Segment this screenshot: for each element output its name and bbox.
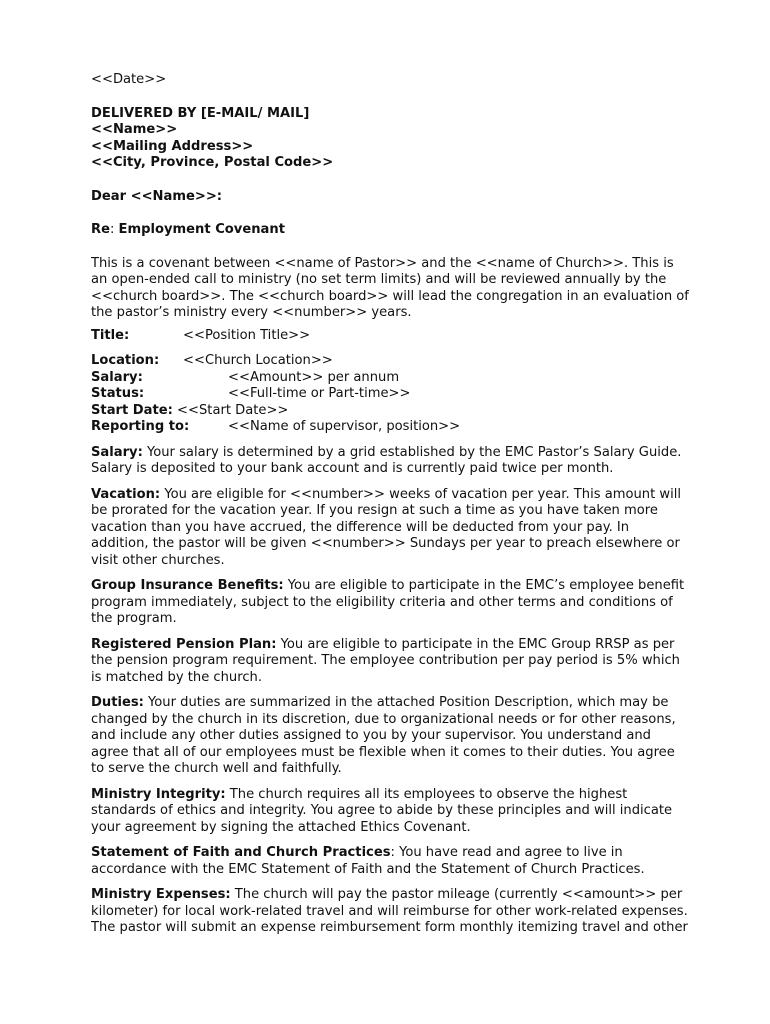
salary-label: Salary: — [91, 369, 143, 385]
section-heading: Registered Pension Plan: — [91, 636, 277, 652]
duties-section — [91, 695, 731, 778]
title-label: Title: — [91, 327, 130, 343]
letter-body — [91, 72, 731, 937]
section-text: agree that all of our employees must be flexible when it comes to their duties. You agree — [91, 744, 675, 760]
re-colon: : — [109, 222, 119, 237]
pension-plan-section — [91, 637, 731, 687]
section-text: your agreement by signing the attached Ethics Covenant. — [91, 819, 471, 835]
section-heading: Group Insurance Benefits: — [91, 578, 284, 593]
reporting-value: <<Name of supervisor, position>> — [228, 419, 461, 434]
section-text: the pension program requirement. The employee contribution per pay period is 5% which — [91, 653, 680, 668]
address-block — [91, 106, 731, 172]
intro-line: <<church board>>. The <<church board>> will lead the congregation in an evaluation of — [91, 288, 689, 304]
section-text: Your duties are summarized in the attached Position Description, which may be — [143, 695, 669, 710]
section-heading: Duties: — [91, 695, 144, 710]
section-text: addition, the pastor will be given <<number>> Sundays per year to preach elsewhere or — [91, 536, 680, 551]
recipient-name: <<Name>> — [91, 122, 178, 137]
section-text: You are eligible for <<number>> weeks of vacation per year. This amount will — [160, 486, 682, 502]
salary-value: <<Amount>> per annum — [228, 369, 400, 385]
start-date-row — [91, 403, 731, 420]
section-text: Salary is deposited to your bank account and is currently paid twice per month. — [91, 461, 614, 476]
location-row — [91, 353, 731, 370]
section-text: to serve the church well and faithfully. — [91, 761, 342, 776]
location-value: <<Church Location>> — [183, 353, 333, 368]
section-heading: Vacation: — [91, 486, 161, 502]
section-text: and include any other duties assigned to you by your supervisor. You understand and — [91, 728, 651, 743]
section-heading: Salary: — [91, 444, 143, 460]
reporting-label: Reporting to: — [91, 419, 190, 434]
section-text: You are eligible to participate in the EMC’s employee benefit — [283, 578, 685, 593]
title-value: <<Position Title>> — [183, 327, 311, 343]
reporting-row — [91, 419, 731, 436]
section-text: accordance with the EMC Statement of Faith and the Statement of Church Practices. — [91, 861, 645, 877]
date-line: <<Date>> — [91, 72, 167, 87]
section-text: be prorated for the vacation year. If you resign at such a time as you have taken more — [91, 503, 658, 518]
section-text: the program. — [91, 611, 177, 626]
re-subject: Employment Covenant — [118, 222, 285, 237]
section-text: vacation than you have accrued, the difference will be deducted from your pay. In — [91, 519, 630, 535]
recipient-city-line: <<City, Province, Postal Code>> — [91, 155, 334, 170]
salutation: Dear <<Name>>: — [91, 188, 223, 204]
re-line — [91, 222, 731, 239]
start-date-value: <<Start Date>> — [172, 402, 289, 418]
section-text: program immediately, subject to the eligibility criteria and other terms and conditions of — [91, 594, 673, 610]
salary-row — [91, 370, 731, 387]
section-text: kilometer) for local work-related travel and will reimburse for other work-related expenses. — [91, 903, 688, 919]
status-row — [91, 386, 731, 403]
section-text: Your salary is determined by a grid established by the EMC Pastor’s Salary Guide. — [142, 444, 682, 460]
section-text: visit other churches. — [91, 552, 225, 568]
details-block — [91, 353, 731, 436]
section-text: : You have read and agree to live in — [390, 845, 623, 860]
section-text: The pastor will submit an expense reimbursement form monthly itemizing travel and other — [91, 920, 688, 935]
section-heading: Ministry Expenses: — [91, 887, 231, 902]
status-value: <<Full-time or Part-time>> — [228, 386, 411, 401]
intro-line: This is a covenant between <<name of Pastor>> and the <<name of Church>>. This is — [91, 255, 674, 271]
recipient-mailing-address: <<Mailing Address>> — [91, 138, 254, 154]
location-label: Location: — [91, 353, 160, 368]
ministry-integrity-section — [91, 787, 731, 837]
section-text: is matched by the church. — [91, 669, 262, 685]
group-insurance-section — [91, 578, 731, 628]
delivery-method: DELIVERED BY [E-MAIL/ MAIL] — [91, 105, 310, 121]
section-text: standards of ethics and integrity. You agree to abide by these principles and will indicate — [91, 803, 673, 818]
ministry-expenses-section — [91, 887, 731, 937]
status-label: Status: — [91, 386, 145, 401]
statement-of-faith-section — [91, 845, 731, 878]
section-text: The church will pay the pastor mileage (currently <<amount>> per — [230, 887, 683, 902]
intro-line: an open-ended call to ministry (no set term limits) and will be reviewed annually by the — [91, 272, 667, 287]
section-text: changed by the church in its discretion, due to organizational needs or for other reasons, — [91, 711, 676, 727]
intro-line: the pastor’s ministry every <<number>> years. — [91, 305, 412, 320]
section-heading: Statement of Faith and Church Practices — [91, 845, 391, 860]
vacation-section — [91, 487, 731, 570]
section-text: The church requires all its employees to observe the highest — [225, 786, 628, 802]
salary-section — [91, 445, 731, 478]
section-heading: Ministry Integrity: — [91, 786, 226, 802]
start-date-label: Start Date: — [91, 402, 173, 418]
title-row — [91, 328, 731, 345]
re-label: Re — [91, 222, 110, 237]
section-text: You are eligible to participate in the EMC Group RRSP as per — [276, 636, 675, 652]
intro-paragraph — [91, 256, 731, 322]
